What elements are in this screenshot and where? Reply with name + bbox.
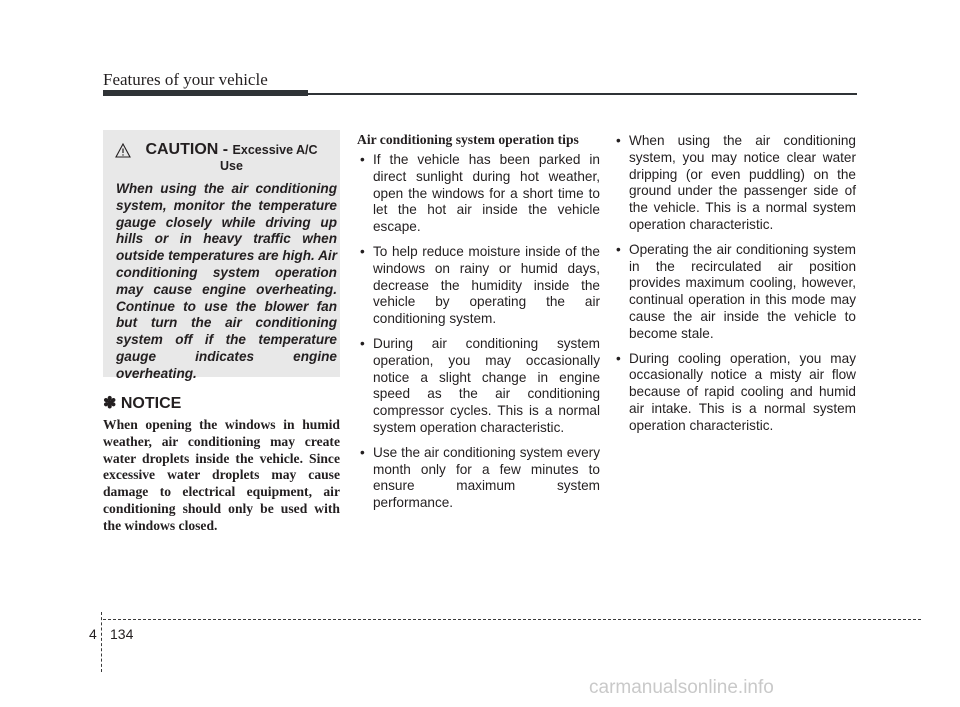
caution-body: When using the air conditioning system, monitor the temperature gauge closely while driving up hills or in heavy traffic when outside temperatures are high. Air conditioning system operation may cause engine overheating. Continue to use the blower fan but turn the air conditioning system off if the temperature gauge indicates engine overheating. [116,181,337,381]
footer-vertical-divider [101,612,102,672]
page-number: 134 [110,626,134,642]
chapter-number: 4 [89,626,97,642]
header-rule-thin [308,93,857,95]
caution-word: CAUTION - [145,141,229,158]
watermark: carmanualsonline.info [589,677,774,698]
list-item: • If the vehicle has been parked in direct sunlight during hot weather, open the windows for a short time to let the hot air inside the vehicle escape. [357,152,600,236]
list-item: • To help reduce moisture inside of the windows on rainy or humid days, decrease the humidity inside the vehicle by operating the air conditioning system. [357,244,600,328]
caution-heading [103,142,340,174]
list-item: • When using the air conditioning system, you may notice clear water dripping (or even puddling) on the ground under the passenger side of the vehicle. This is a normal system operation characteristic. [613,133,856,234]
list-item: • Use the air conditioning system every month only for a few minutes to ensure maximum system performance. [357,445,600,512]
list-item: • Operating the air conditioning system in the recirculated air position provides maximum cooling, however, continual operation in this mode may cause the air inside the vehicle to become stale. [613,242,856,343]
footer-divider [103,619,921,620]
caution-subtitle-1: Excessive A/C [232,143,318,157]
notice-title: ✽ NOTICE [103,395,182,412]
list-item: • During cooling operation, you may occasionally notice a misty air flow because of rapid cooling and humid air intake. This is a normal system operation characteristic. [613,351,856,435]
page-header-title: Features of your vehicle [103,70,268,89]
tips-list-column-1 [357,152,600,520]
caution-subtitle-2: Use [220,159,243,173]
list-item: • During air conditioning system operation, you may occasionally notice a slight change in engine speed as the air conditioning compressor cycles. This is a normal system operation characteristic. [357,336,600,437]
notice-body: When opening the windows in humid weather, air conditioning may create water droplets inside the vehicle. Since excessive water droplets may cause damage to electrical equipment, air conditioning should only be used with the windows closed. [103,417,340,533]
caution-box [103,130,340,381]
tips-list-column-2 [613,133,856,443]
header-rule-thick [103,90,308,96]
tips-heading: Air conditioning system operation tips [357,132,579,147]
